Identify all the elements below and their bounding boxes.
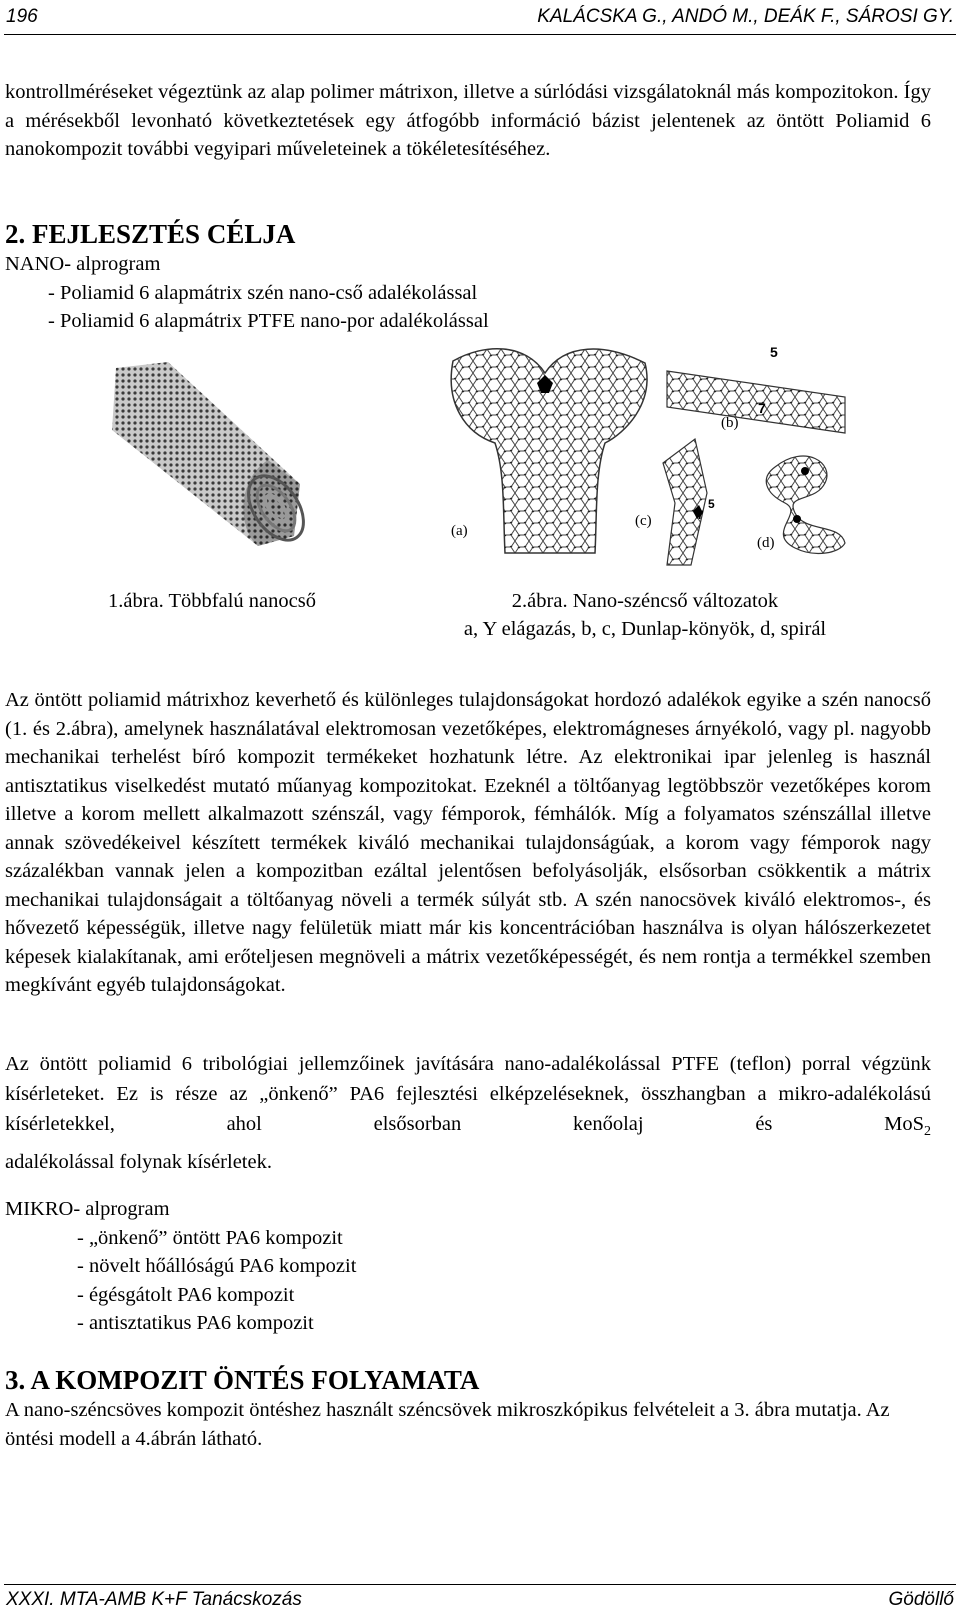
intro-text: kontrollméréseket végeztünk az alap polimer mátrixon, illetve a súrlódási vizsgálatoknál más kompozitokon. Így a mérésekből levonható következtetések egy átfogóbb információ bázist jelentenek az öntött Poliamid 6 nanokompozit további vegyipari műveleteinek a tökéletesítéséhez. bbox=[5, 81, 931, 160]
figure-2-caption-line1: 2.ábra. Nano-széncső változatok bbox=[511, 590, 779, 612]
nano-title: NANO- alprogram bbox=[5, 253, 161, 275]
mikro-item: - antisztatikus PA6 kompozit bbox=[77, 1312, 314, 1334]
section-2-heading: 2. FEJLESZTÉS CÉLJA bbox=[5, 219, 296, 249]
fig2-number-5: 5 bbox=[770, 344, 778, 360]
fig2-label-d: (d) bbox=[757, 535, 775, 551]
footer-conference: XXXI. MTA-AMB K+F Tanácskozás bbox=[6, 1589, 302, 1610]
mikro-title: MIKRO- alprogram bbox=[5, 1198, 170, 1220]
mikro-item: - „önkenő” öntött PA6 kompozit bbox=[77, 1226, 343, 1249]
page-number: 196 bbox=[6, 6, 38, 27]
fig2-number-7: 7 bbox=[758, 400, 766, 416]
fig2-number-7: 7 bbox=[697, 508, 704, 522]
section-3-heading: 3. A KOMPOZIT ÖNTÉS FOLYAMATA bbox=[5, 1365, 480, 1395]
section-3-text: A nano-széncsöves kompozit öntéshez használt széncsövek mikroszkópikus felvételeit a 3. ábra mutatja. Az öntési modell a 4.ábrán látható. bbox=[5, 1399, 890, 1450]
figure-1-multiwall-nanotube bbox=[108, 360, 308, 550]
ptfe-paragraph bbox=[5, 1049, 931, 1177]
body-paragraph bbox=[5, 686, 931, 1000]
fig2-label-a: (a) bbox=[451, 523, 468, 539]
page-footer bbox=[4, 1584, 956, 1615]
ptfe-text: Az öntött poliamid 6 tribológiai jellemzőinek javítására nano-adalékolással PTFE (teflon) porral végzünk kísérleteket. Ez is része az „önkenő” PA6 fejlesztési elképzeléseknek, összhangban a mikro-adalékolású kísérletekkel, ahol elsősorban kenőolaj és MoS bbox=[5, 1053, 931, 1135]
fig2-label-c: (c) bbox=[635, 513, 652, 529]
fig2-label-b: (b) bbox=[721, 415, 739, 431]
nano-item: - Poliamid 6 alapmátrix PTFE nano-por adalékolással bbox=[48, 310, 489, 332]
body-text: Az öntött poliamid mátrixhoz keverhető és különleges tulajdonságokat hordozó adalékok egyike a szén nanocső (1. és 2.ábra), amelynek használatával elektromosan vezetőképes, elektromágneses árnyékoló, vagy pl. nagyobb mechanikai terhelést bíró kompozit termékeket hozhatunk létre. Az elektronikai ipar jelenleg is használ antisztatikus viselkedést mutató műanyag kompozitokat. Ezeknél a töltőanyag legtöbbször vezetőképes korom illetve a korom mellett alkalmazott szénszál, vagy fémporok, fémhálók. Míg a folyamatos szénszállal illetve annak szövedékeivel készített termékek kiváló mechanikai tulajdonságúak, a korom vagy fémporok nagy százalékban vannak jelen a kompozitban ezáltal jelentősen befolyásolják, elsősorban csökkentik a mátrix mechanikai tulajdonságait a töltőanyag növeli a termék súlyát stb. A szén nanocsövek kiváló elektromos-, és hővezető képességük, illetve nagy felületük miatt már kis koncentrációban használva is olyan hálószerkezetet képesek kialakítanak, ami erőteljesen megnöveli a mátrix vezetőképességét, és nem rontja a termékkel szemben megkívánt egyéb tulajdonságokat. bbox=[5, 689, 931, 996]
mikro-item: - növelt hőállóságú PA6 kompozit bbox=[77, 1255, 357, 1277]
fig2-number-5: 5 bbox=[708, 497, 715, 511]
footer-place: Gödöllő bbox=[888, 1589, 954, 1610]
mikro-list bbox=[5, 1195, 931, 1338]
section-3 bbox=[5, 1364, 931, 1453]
figure-2-caption bbox=[420, 587, 870, 643]
figure-2-caption-line2: a, Y elágazás, b, c, Dunlap-könyök, d, spirál bbox=[463, 618, 827, 640]
section-2 bbox=[5, 218, 931, 336]
page-header bbox=[4, 4, 956, 35]
intro-paragraph bbox=[5, 78, 931, 164]
ptfe-subscript: 2 bbox=[924, 1124, 931, 1140]
figure-1-caption: 1.ábra. Többfalú nanocső bbox=[108, 590, 316, 612]
figure-2-nanotube-variants bbox=[445, 343, 855, 573]
nano-item: - Poliamid 6 alapmátrix szén nano-cső adalékolással bbox=[48, 281, 478, 304]
mikro-item: - égésgátolt PA6 kompozit bbox=[77, 1283, 295, 1306]
ptfe-tail: adalékolással folynak kísérletek. bbox=[5, 1151, 272, 1174]
header-authors: KALÁCSKA G., ANDÓ M., DEÁK F., SÁROSI GY. bbox=[537, 6, 954, 27]
